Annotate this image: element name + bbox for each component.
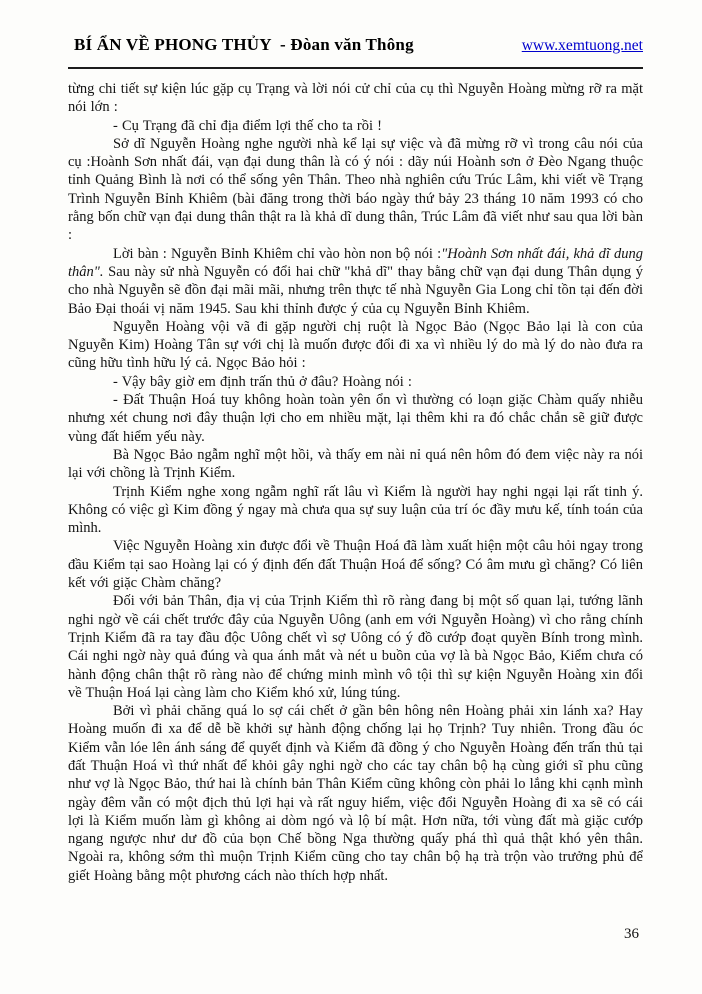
paragraph (68, 373, 643, 391)
paragraph-text: Trịnh Kiểm nghe xong ngẫm nghĩ rất lâu vì Kiểm là người hay nghi ngại lại rất tinh ý. Không có việc gì Kim đồng ý ngay mà chưa qua sự suy luận của trí óc đầy mưu kế, tính toán của mình. (68, 483, 643, 537)
header-divider (68, 67, 643, 69)
quoted-phrase: "Hoành Sơn nhất đái, khả dĩ dung thân". (68, 245, 644, 280)
page-header (68, 34, 643, 56)
site-link[interactable]: www.xemtuong.net (521, 37, 643, 54)
paragraph-text: Nguyễn Hoàng vội vã đi gặp người chị ruột là Ngọc Bảo (Ngọc Bảo lại là con của Nguyễn Kim) Hoàng Tân sự với chị là muốn được đổi đi xa vì nhiều lý do mà lý do nào đưa ra cũng hữu tình hữu lý cả. Ngọc Bảo hỏi : (68, 318, 643, 372)
paragraph-text: từng chi tiết sự kiện lúc gặp cụ Trạng và lời nói cử chỉ của cụ thì Nguyễn Hoàng mừng rỡ ra mặt nói lớn : (68, 81, 643, 116)
paragraph-text: Sau này sử nhà Nguyễn có đổi hai chữ "khả dĩ" thay bằng chữ vạn đại dung Thân dụng ý cho nhà Nguyễn sẽ đồn đại mãi mãi, nhưng trên thực tế nhà Nguyễn Gia Long chỉ tồn tại đến đời Bảo Đại thoái vị năm 1945. Sau khi thỉnh được ý của cụ Nguyễn Bỉnh Khiêm. (68, 263, 643, 317)
paragraph (68, 117, 643, 135)
paragraph (68, 483, 643, 538)
paragraph (68, 391, 643, 446)
body-text (68, 80, 643, 885)
paragraph (68, 702, 643, 885)
paragraph (68, 318, 643, 373)
paragraph (68, 446, 643, 483)
paragraph-text: - Vậy bây giờ em định trấn thủ ở đâu? Hoàng nói : (113, 373, 412, 390)
paragraph (68, 135, 643, 245)
paragraph-text: Bà Ngọc Bảo ngẫm nghĩ một hồi, và thấy em nài nỉ quá nên hôm đó đem việc này ra nói lại với chồng là Trịnh Kiểm. (68, 446, 643, 482)
paragraph-text: - Đất Thuận Hoá tuy không hoàn toàn yên ổn vì thường có loạn giặc Chàm quấy nhiễu nhưng xét chung nơi đây thuận lợi cho em nhiều mặt, lại thêm khi ra đó chắc chắn sẽ giữ được vùng đất hiểm yếu này. (68, 392, 643, 445)
paragraph (68, 537, 643, 592)
paragraph-text: - Cụ Trạng đã chỉ địa điểm lợi thế cho ta rồi ! (113, 117, 382, 134)
paragraph (68, 245, 643, 318)
paragraph (68, 592, 643, 702)
book-title: BÍ ẨN VỀ PHONG THỦY - Đòan văn Thông (74, 35, 414, 54)
paragraph-text: Sở dĩ Nguyễn Hoàng nghe người nhà kể lại sự việc và đã mừng rỡ vì trong câu nói của cụ :Hoành Sơn nhất đái, vạn đại dung thân là có ý nói : dãy núi Hoành sơn ở Đèo Ngang thuộc tỉnh Quảng Bình là nơi có thể sống yên Thân. Theo nhà nghiên cứu Trúc Lâm, khi viết về Trạng Trình Nguyễn Bỉnh Khiêm (bài đăng trong thời báo ngày thứ bảy 23 tháng 10 năm 1993 có cho rằng bốn chữ vạn đại dung thân thật ra là khả dĩ dung thân, Trúc Lâm đã viết như sau qua lời bàn : (68, 135, 643, 244)
page-content (68, 34, 643, 885)
page-number: 36 (624, 926, 639, 942)
paragraph-text: Bởi vì phải chăng quá lo sợ cái chết ở gần bên hông nên Hoàng phải xin lánh xa? Hay Hoàng muốn đi xa để dễ bề khởi sự hành động chống lại họ Trịnh? Tuy nhiên. Trong đầu óc Kiểm vẫn lóe lên ánh sáng để quyết định và Kiểm đã đồng ý cho Nguyễn Hoàng đến trấn thủ tại đất Thuận Hoá vì thứ nhất để khỏi gây nghi ngờ cho các tay chân bộ hạ cùng giới sĩ phu cũng như vợ là Ngọc Bảo, thứ hai là chính bản Thân Kiểm cũng không còn phải lo lắng khi cạnh mình ngày đêm vẫn có một địch thủ lợi hại và rất nguy hiểm, việc đổi Nguyễn Hoàng đi xa sẽ có cái lợi là Kiểm muốn làm gì không ai dòm ngó và lộ bí mật. Hơn nữa, tới vùng đất mà giặc cướp ngang ngược như dư đồ của bọn Chế bồng Nga thường quấy phá thì quả thật khó yên thân. Ngoài ra, không sớm thì muộn Trịnh Kiểm cũng cho tay chân bộ hạ trà trộn vào trưởng phủ để giết Hoàng bằng một phương cách nào thích hợp nhất. (68, 703, 643, 884)
paragraph (68, 80, 643, 117)
paragraph-text: Lời bàn : Nguyễn Bỉnh Khiêm chỉ vào hòn non bộ nói : (113, 245, 442, 262)
paragraph-text: Việc Nguyễn Hoàng xin được đổi về Thuận Hoá đã làm xuất hiện một câu hỏi ngay trong đầu Kiểm tại sao Hoàng lại có ý định đến đất Thuận Hoá để sống? Có âm mưu gì chăng? Có liên kết với giặc Chàm chăng? (68, 538, 643, 592)
paragraph-text: Đối với bản Thân, địa vị của Trịnh Kiểm thì rõ ràng đang bị một số quan lại, tướng lãnh nghi ngờ về cái chết trước đây của Nguyễn Uông (anh em với Nguyễn Hoàng) vì cho rằng chính Trịnh Kiểm đã ra tay đầu độc Uông chết vì sợ Uông có ý đồ cướp đoạt quyền Bính trong mình. Cái nghi ngờ này quả đúng và qua ánh mắt và nét u buồn của vợ là bà Ngọc Bảo, Kiểm chưa có hành động chân thật rõ ràng nào để chứng minh mình vô tội thì sự kiện Nguyễn Hoàng xin đổi về Thuận Hoá lại càng làm cho Kiểm khó xử, lúng túng. (68, 593, 643, 701)
